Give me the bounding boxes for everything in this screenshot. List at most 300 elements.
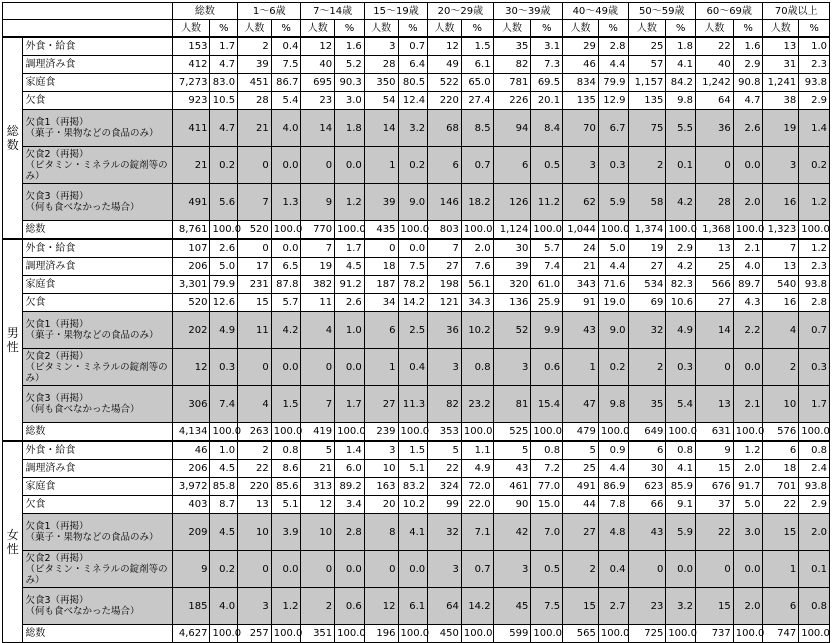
percent-cell: 1.8 — [335, 110, 365, 147]
percent-cell: 11.3 — [398, 386, 428, 423]
count-cell: 6 — [428, 147, 462, 184]
percent-column-header: % — [666, 20, 696, 38]
count-cell: 91 — [563, 294, 599, 312]
count-cell: 196 — [364, 625, 398, 643]
percent-cell: 1.7 — [335, 239, 365, 258]
count-cell: 135 — [563, 92, 599, 110]
percent-cell: 7.6 — [461, 258, 493, 276]
count-cell: 0 — [364, 239, 398, 258]
percent-cell: 18.2 — [461, 184, 493, 221]
percent-cell: 3.9 — [271, 514, 301, 551]
count-column-header: 人数 — [364, 20, 398, 38]
count-cell: 3 — [563, 147, 599, 184]
table-row — [3, 312, 830, 349]
percent-cell: 2.4 — [799, 460, 830, 478]
age-group-header: 総数 — [172, 3, 237, 20]
count-cell: 21 — [238, 110, 272, 147]
count-cell: 1 — [364, 147, 398, 184]
count-cell: 163 — [364, 478, 398, 496]
count-cell: 107 — [172, 239, 210, 258]
count-cell: 220 — [428, 92, 462, 110]
count-cell: 187 — [364, 276, 398, 294]
count-cell: 631 — [695, 423, 733, 442]
percent-cell: 85.9 — [666, 478, 696, 496]
percent-cell: 1.8 — [666, 37, 696, 56]
percent-cell: 5.1 — [271, 496, 301, 514]
percent-column-header: % — [799, 20, 830, 38]
percent-cell: 2.8 — [598, 37, 628, 56]
percent-cell: 69.5 — [531, 74, 563, 92]
count-cell: 1,323 — [763, 221, 799, 240]
count-cell: 343 — [563, 276, 599, 294]
count-cell: 0 — [695, 551, 733, 588]
count-cell: 28 — [238, 92, 272, 110]
count-cell: 1,241 — [763, 74, 799, 92]
count-cell: 40 — [301, 56, 335, 74]
count-cell: 42 — [493, 514, 531, 551]
count-cell: 2 — [563, 551, 599, 588]
percent-cell: 0.0 — [398, 551, 428, 588]
percent-cell: 0.8 — [531, 441, 563, 460]
count-cell: 0 — [695, 147, 733, 184]
count-cell: 0 — [301, 349, 335, 386]
percent-cell: 100.0 — [799, 221, 830, 240]
count-cell: 10 — [763, 386, 799, 423]
count-cell: 121 — [428, 294, 462, 312]
percent-cell: 0.7 — [461, 147, 493, 184]
percent-cell: 100.0 — [531, 221, 563, 240]
row-label: 欠食 — [23, 92, 172, 110]
count-cell: 11 — [238, 312, 272, 349]
count-cell: 2 — [763, 349, 799, 386]
percent-cell: 2.3 — [799, 258, 830, 276]
count-cell: 17 — [238, 258, 272, 276]
count-cell: 202 — [172, 312, 210, 349]
age-group-header: 60～69歳 — [695, 3, 762, 20]
percent-cell: 100.0 — [335, 423, 365, 442]
percent-cell: 0.0 — [335, 147, 365, 184]
count-cell: 46 — [172, 441, 210, 460]
percent-cell: 25.9 — [531, 294, 563, 312]
percent-cell: 1.3 — [271, 184, 301, 221]
percent-cell: 4.9 — [210, 312, 238, 349]
percent-cell: 90.8 — [733, 74, 763, 92]
percent-cell: 7.0 — [531, 514, 563, 551]
count-cell: 16 — [763, 184, 799, 221]
count-cell: 185 — [172, 588, 210, 625]
count-cell: 12 — [301, 37, 335, 56]
count-cell: 5 — [301, 441, 335, 460]
count-cell: 4,627 — [172, 625, 210, 643]
percent-cell: 86.9 — [598, 478, 628, 496]
count-cell: 31 — [763, 56, 799, 74]
count-cell: 520 — [238, 221, 272, 240]
count-cell: 94 — [493, 110, 531, 147]
percent-cell: 4.9 — [666, 312, 696, 349]
age-group-header-row — [3, 3, 830, 20]
percent-cell: 2.6 — [210, 239, 238, 258]
percent-cell: 1.0 — [210, 441, 238, 460]
percent-cell: 5.5 — [666, 110, 696, 147]
percent-cell: 10.2 — [461, 312, 493, 349]
age-group-header: 20～29歳 — [428, 3, 493, 20]
table-row — [3, 56, 830, 74]
count-cell: 3,301 — [172, 276, 210, 294]
percent-cell: 20.1 — [531, 92, 563, 110]
percent-cell: 0.0 — [271, 349, 301, 386]
count-cell: 834 — [563, 74, 599, 92]
count-cell: 16 — [763, 294, 799, 312]
table-row — [3, 423, 830, 442]
percent-cell: 0.2 — [598, 349, 628, 386]
count-cell: 770 — [301, 221, 335, 240]
count-cell: 15 — [238, 294, 272, 312]
percent-cell: 0.7 — [461, 551, 493, 588]
count-cell: 43 — [628, 514, 666, 551]
count-cell: 23 — [628, 588, 666, 625]
table-row — [3, 221, 830, 240]
percent-cell: 5.1 — [398, 460, 428, 478]
percent-cell: 89.7 — [733, 276, 763, 294]
percent-cell: 89.2 — [335, 478, 365, 496]
count-cell: 239 — [364, 423, 398, 442]
percent-cell: 10.2 — [398, 496, 428, 514]
count-cell: 13 — [695, 386, 733, 423]
percent-cell: 9.8 — [666, 92, 696, 110]
percent-cell: 100.0 — [531, 625, 563, 643]
count-cell: 35 — [493, 37, 531, 56]
count-cell: 257 — [238, 625, 272, 643]
count-cell: 3 — [364, 37, 398, 56]
table-row — [3, 92, 830, 110]
percent-cell: 0.4 — [598, 551, 628, 588]
percent-cell: 7.5 — [271, 56, 301, 74]
count-cell: 75 — [628, 110, 666, 147]
percent-cell: 12.6 — [210, 294, 238, 312]
percent-cell: 4.5 — [210, 460, 238, 478]
percent-cell: 3.1 — [531, 37, 563, 56]
count-cell: 21 — [172, 147, 210, 184]
percent-cell: 10.6 — [666, 294, 696, 312]
percent-cell: 15.4 — [531, 386, 563, 423]
percent-cell: 91.7 — [733, 478, 763, 496]
count-cell: 7 — [301, 239, 335, 258]
count-cell: 90 — [493, 496, 531, 514]
count-cell: 1 — [563, 349, 599, 386]
count-cell: 57 — [628, 56, 666, 74]
count-cell: 30 — [628, 460, 666, 478]
count-cell: 29 — [563, 37, 599, 56]
count-cell: 2 — [301, 588, 335, 625]
percent-cell: 7.5 — [398, 258, 428, 276]
count-cell: 6 — [364, 312, 398, 349]
percent-cell: 1.0 — [799, 37, 830, 56]
percent-cell: 0.4 — [398, 349, 428, 386]
count-cell: 22 — [695, 37, 733, 56]
count-column-header: 人数 — [695, 20, 733, 38]
row-label: 欠食2（再掲） （ビタミン・ミネラルの錠剤等のみ） — [23, 551, 172, 588]
count-cell: 566 — [695, 276, 733, 294]
count-cell: 695 — [301, 74, 335, 92]
count-cell: 781 — [493, 74, 531, 92]
row-label: 欠食3（再掲） （何も食べなかった場合） — [23, 184, 172, 221]
percent-cell: 8.5 — [461, 110, 493, 147]
count-cell: 649 — [628, 423, 666, 442]
table-row — [3, 588, 830, 625]
count-cell: 3,972 — [172, 478, 210, 496]
percent-cell: 9.1 — [666, 496, 696, 514]
percent-cell: 0.2 — [799, 147, 830, 184]
count-cell: 0 — [301, 147, 335, 184]
count-cell: 19 — [628, 239, 666, 258]
count-cell: 2 — [628, 147, 666, 184]
row-label: 欠食 — [23, 496, 172, 514]
row-label: 総数 — [23, 221, 172, 240]
group-label: 総数 — [3, 37, 23, 239]
count-cell: 15 — [695, 588, 733, 625]
percent-column-header: % — [461, 20, 493, 38]
percent-cell: 3.0 — [733, 514, 763, 551]
percent-cell: 5.9 — [666, 514, 696, 551]
percent-cell: 100.0 — [461, 423, 493, 442]
percent-cell: 4.2 — [666, 258, 696, 276]
count-cell: 13 — [763, 37, 799, 56]
percent-cell: 100.0 — [666, 423, 696, 442]
count-cell: 21 — [301, 460, 335, 478]
percent-cell: 0.0 — [271, 551, 301, 588]
count-cell: 25 — [628, 37, 666, 56]
row-label: 欠食 — [23, 294, 172, 312]
count-cell: 82 — [493, 56, 531, 74]
percent-cell: 0.2 — [210, 147, 238, 184]
count-cell: 45 — [493, 588, 531, 625]
percent-cell: 2.5 — [398, 312, 428, 349]
age-group-header: 40～49歳 — [563, 3, 628, 20]
percent-cell: 77.0 — [531, 478, 563, 496]
percent-cell: 27.4 — [461, 92, 493, 110]
count-cell: 21 — [563, 258, 599, 276]
count-cell: 419 — [301, 423, 335, 442]
percent-cell: 2.9 — [733, 56, 763, 74]
count-cell: 7 — [428, 239, 462, 258]
percent-cell: 85.8 — [210, 478, 238, 496]
percent-cell: 0.0 — [398, 239, 428, 258]
count-cell: 46 — [563, 56, 599, 74]
percent-cell: 93.8 — [799, 276, 830, 294]
percent-cell: 7.3 — [531, 56, 563, 74]
count-cell: 676 — [695, 478, 733, 496]
count-cell: 0 — [238, 349, 272, 386]
table-row — [3, 74, 830, 92]
percent-cell: 1.6 — [335, 37, 365, 56]
percent-cell: 6.7 — [598, 110, 628, 147]
percent-cell: 86.7 — [271, 74, 301, 92]
count-cell: 15 — [763, 514, 799, 551]
count-cell: 8 — [364, 514, 398, 551]
percent-cell: 23.2 — [461, 386, 493, 423]
percent-cell: 5.0 — [598, 239, 628, 258]
percent-cell: 72.0 — [461, 478, 493, 496]
percent-cell: 82.3 — [666, 276, 696, 294]
count-cell: 2 — [238, 441, 272, 460]
percent-cell: 0.7 — [398, 37, 428, 56]
count-cell: 263 — [238, 423, 272, 442]
percent-cell: 4.4 — [598, 56, 628, 74]
count-cell: 82 — [428, 386, 462, 423]
count-column-header: 人数 — [172, 20, 210, 38]
count-cell: 146 — [428, 184, 462, 221]
count-cell: 22 — [695, 514, 733, 551]
count-cell: 99 — [428, 496, 462, 514]
count-cell: 231 — [238, 276, 272, 294]
percent-cell: 4.1 — [666, 460, 696, 478]
percent-cell: 87.8 — [271, 276, 301, 294]
percent-cell: 0.4 — [271, 37, 301, 56]
count-cell: 220 — [238, 478, 272, 496]
percent-cell: 5.9 — [598, 184, 628, 221]
count-cell: 27 — [364, 386, 398, 423]
count-cell: 39 — [238, 56, 272, 74]
count-cell: 3 — [238, 588, 272, 625]
count-cell: 34 — [364, 294, 398, 312]
percent-cell: 0.2 — [398, 147, 428, 184]
count-cell: 1,157 — [628, 74, 666, 92]
row-label: 欠食1（再掲） （菓子・果物などの食品のみ） — [23, 514, 172, 551]
count-cell: 520 — [172, 294, 210, 312]
count-cell: 313 — [301, 478, 335, 496]
count-cell: 135 — [628, 92, 666, 110]
count-cell: 747 — [763, 625, 799, 643]
percent-cell: 5.7 — [271, 294, 301, 312]
count-cell: 0 — [238, 147, 272, 184]
percent-cell: 5.4 — [271, 92, 301, 110]
count-cell: 12 — [301, 496, 335, 514]
percent-cell: 1.4 — [335, 441, 365, 460]
percent-cell: 0.6 — [531, 349, 563, 386]
percent-cell: 7.2 — [531, 460, 563, 478]
percent-cell: 71.6 — [598, 276, 628, 294]
percent-cell: 84.2 — [666, 74, 696, 92]
percent-cell: 1.4 — [799, 110, 830, 147]
percent-cell: 0.0 — [271, 147, 301, 184]
percent-cell: 2.0 — [733, 184, 763, 221]
percent-cell: 4.5 — [210, 514, 238, 551]
count-column-header: 人数 — [563, 20, 599, 38]
count-cell: 206 — [172, 460, 210, 478]
percent-cell: 2.0 — [733, 460, 763, 478]
percent-cell: 9.8 — [598, 386, 628, 423]
row-label: 総数 — [23, 625, 172, 643]
count-cell: 52 — [493, 312, 531, 349]
count-cell: 451 — [238, 74, 272, 92]
percent-cell: 0.0 — [733, 349, 763, 386]
percent-cell: 2.9 — [666, 239, 696, 258]
count-cell: 0 — [628, 551, 666, 588]
percent-cell: 4.7 — [210, 56, 238, 74]
count-cell: 24 — [563, 239, 599, 258]
table-row — [3, 276, 830, 294]
count-cell: 209 — [172, 514, 210, 551]
percent-cell: 1.2 — [799, 184, 830, 221]
count-cell: 382 — [301, 276, 335, 294]
count-cell: 2 — [238, 37, 272, 56]
percent-column-header: % — [398, 20, 428, 38]
count-cell: 36 — [428, 312, 462, 349]
percent-cell: 0.3 — [598, 147, 628, 184]
row-label: 調理済み食 — [23, 258, 172, 276]
percent-cell: 100.0 — [799, 423, 830, 442]
percent-cell: 93.8 — [799, 74, 830, 92]
count-cell: 27 — [428, 258, 462, 276]
table-row — [3, 478, 830, 496]
count-cell: 565 — [563, 625, 599, 643]
count-cell: 32 — [428, 514, 462, 551]
percent-cell: 4.4 — [598, 258, 628, 276]
percent-cell: 7.4 — [531, 258, 563, 276]
percent-cell: 10.5 — [210, 92, 238, 110]
count-cell: 37 — [695, 496, 733, 514]
count-cell: 64 — [428, 588, 462, 625]
percent-cell: 0.8 — [271, 441, 301, 460]
header-corner-sub — [3, 20, 173, 38]
percent-cell: 4.3 — [733, 294, 763, 312]
count-cell: 491 — [563, 478, 599, 496]
percent-cell: 100.0 — [666, 221, 696, 240]
count-cell: 1,124 — [493, 221, 531, 240]
table-row — [3, 110, 830, 147]
percent-cell: 4.0 — [210, 588, 238, 625]
age-group-header: 70歳以上 — [763, 3, 830, 20]
count-cell: 525 — [493, 423, 531, 442]
percent-cell: 4.2 — [271, 312, 301, 349]
percent-cell: 3.0 — [335, 92, 365, 110]
percent-cell: 8.6 — [271, 460, 301, 478]
count-cell: 27 — [628, 258, 666, 276]
count-cell: 3 — [763, 147, 799, 184]
table-row — [3, 460, 830, 478]
count-cell: 0 — [695, 349, 733, 386]
count-column-header: 人数 — [493, 20, 531, 38]
count-cell: 11 — [301, 294, 335, 312]
count-cell: 36 — [695, 110, 733, 147]
count-cell: 7 — [763, 239, 799, 258]
age-group-header: 30～39歳 — [493, 3, 563, 20]
percent-cell: 12.4 — [398, 92, 428, 110]
percent-cell: 0.0 — [335, 551, 365, 588]
count-cell: 522 — [428, 74, 462, 92]
percent-cell: 2.0 — [461, 239, 493, 258]
count-cell: 68 — [428, 110, 462, 147]
count-cell: 25 — [563, 460, 599, 478]
percent-cell: 7.5 — [531, 588, 563, 625]
count-column-header: 人数 — [301, 20, 335, 38]
percent-cell: 0.0 — [271, 239, 301, 258]
count-cell: 25 — [695, 258, 733, 276]
count-cell: 540 — [763, 276, 799, 294]
percent-cell: 2.7 — [598, 588, 628, 625]
percent-cell: 4.4 — [598, 460, 628, 478]
count-cell: 64 — [695, 92, 733, 110]
count-cell: 58 — [628, 184, 666, 221]
percent-cell: 14.2 — [461, 588, 493, 625]
percent-cell: 79.9 — [210, 276, 238, 294]
percent-cell: 5.7 — [531, 239, 563, 258]
percent-cell: 100.0 — [733, 423, 763, 442]
table-row — [3, 496, 830, 514]
percent-cell: 2.9 — [799, 496, 830, 514]
count-cell: 0 — [238, 239, 272, 258]
percent-cell: 2.2 — [733, 312, 763, 349]
